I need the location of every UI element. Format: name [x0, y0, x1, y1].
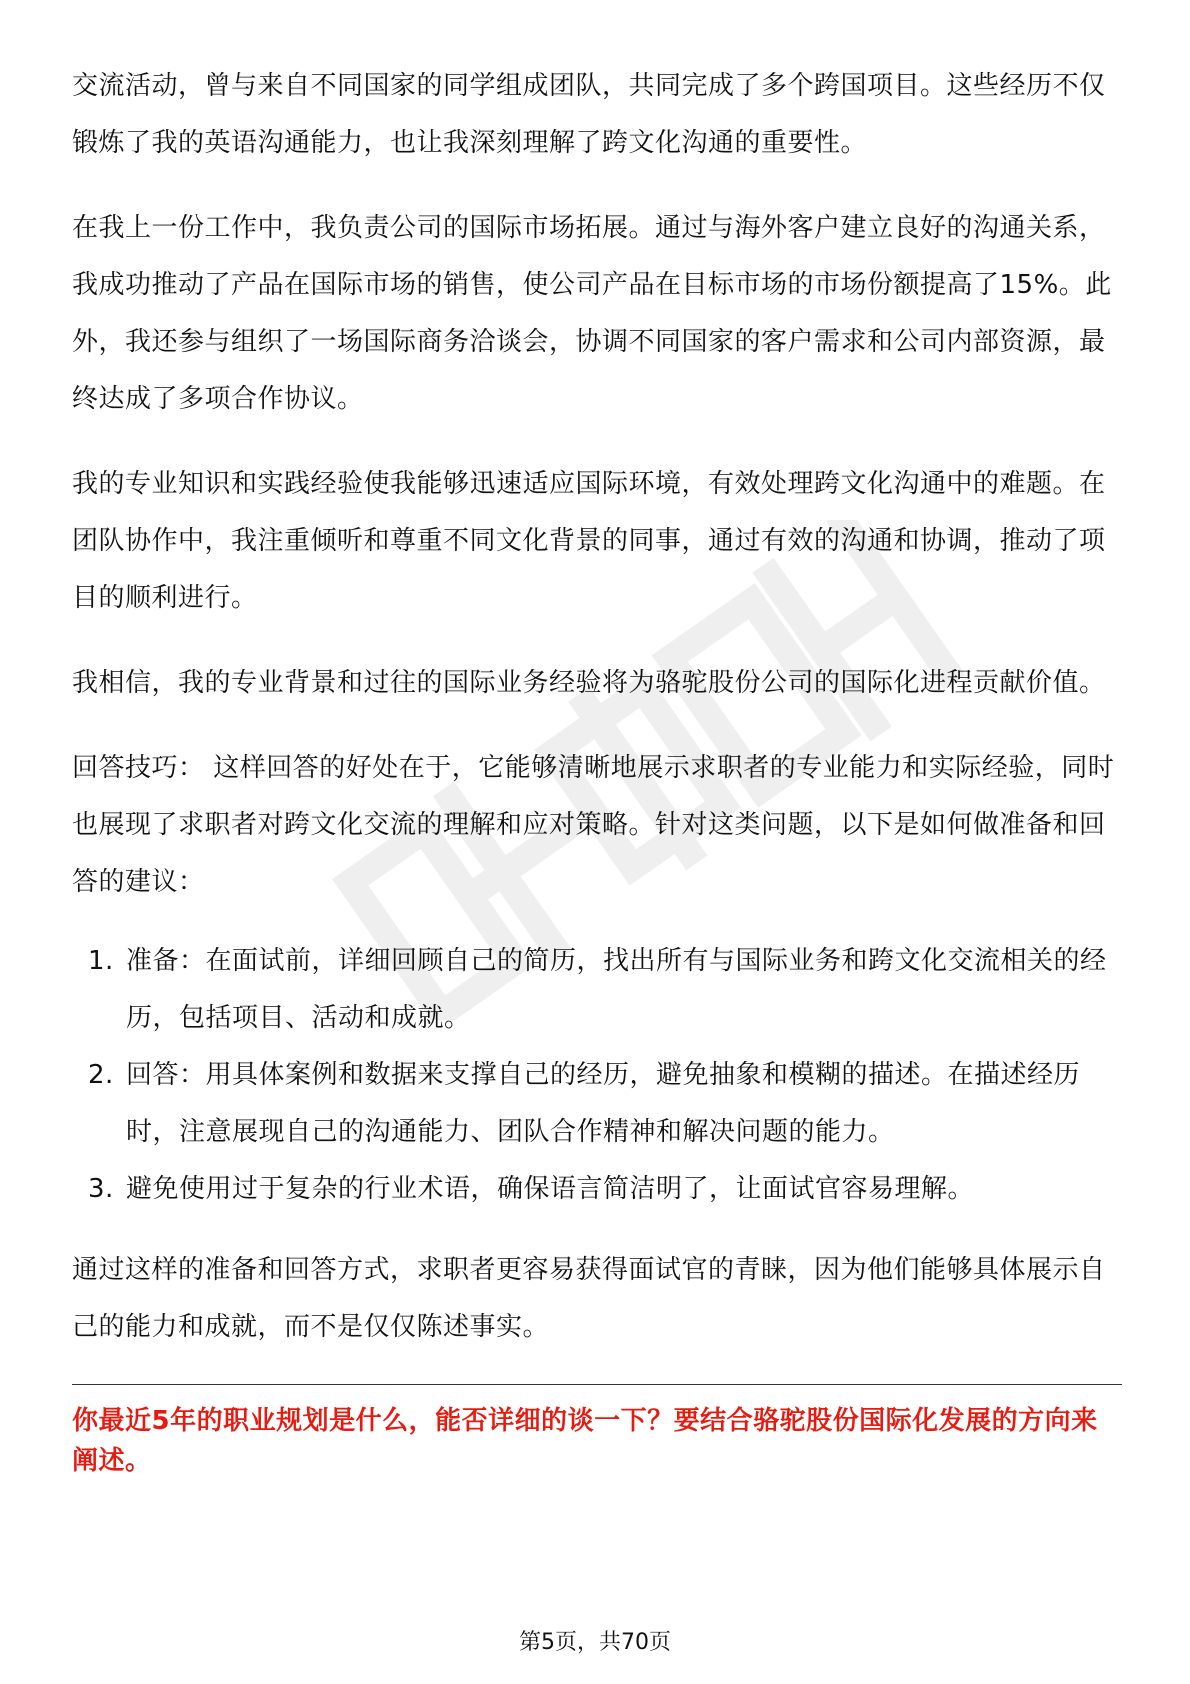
- list-text: 回答：用具体案例和数据来支撑自己的经历，避免抽象和模糊的描述。在描述经历时，注意展现自己的沟通能力、团队合作精神和解决问题的能力。: [126, 1060, 1081, 1147]
- paragraph-answer-tips: 回答技巧： 这样回答的好处在于，它能够清晰地展示求职者的专业能力和实际经验，同时也展现了求职者对跨文化交流的理解和应对策略。针对这类问题，以下是如何做准备和回答的建议：: [72, 753, 1115, 897]
- document-body: [72, 58, 1122, 1481]
- paragraph-intro-continuation: 交流活动，曾与来自不同国家的同学组成团队，共同完成了多个跨国项目。这些经历不仅锻炼了我的英语沟通能力，也让我深刻理解了跨文化沟通的重要性。: [72, 71, 1106, 158]
- paragraph-belief: 我相信，我的专业背景和过往的国际业务经验将为骆驼股份公司的国际化进程贡献价值。: [72, 668, 1106, 698]
- list-item: [72, 933, 1122, 1047]
- list-number: 3.: [88, 1174, 114, 1204]
- paragraph-skills: 我的专业知识和实践经验使我能够迅速适应国际环境，有效处理跨文化沟通中的难题。在团队协作中，我注重倾听和尊重不同文化背景的同事，通过有效的沟通和协调，推动了项目的顺利进行。: [72, 469, 1106, 613]
- page-footer: 第5页，共70页: [519, 1630, 671, 1655]
- list-text: 准备：在面试前，详细回顾自己的简历，找出所有与国际业务和跨文化交流相关的经历，包括项目、活动和成就。: [126, 946, 1107, 1033]
- list-item: [72, 1047, 1122, 1161]
- list-number: 1.: [88, 946, 114, 976]
- list-number: 2.: [88, 1060, 114, 1090]
- tips-list: [72, 933, 1122, 1218]
- list-text: 避免使用过于复杂的行业术语，确保语言简洁明了，让面试官容易理解。: [126, 1174, 975, 1204]
- divider: [72, 1384, 1122, 1385]
- list-item: [72, 1161, 1122, 1218]
- next-question-heading: 你最近5年的职业规划是什么，能否详细的谈一下？要结合骆驼股份国际化发展的方向来阐述。: [72, 1406, 1098, 1476]
- paragraph-conclusion: 通过这样的准备和回答方式，求职者更容易获得面试官的青睐，因为他们能够具体展示自己的能力和成就，而不是仅仅陈述事实。: [72, 1255, 1106, 1342]
- paragraph-previous-job: 在我上一份工作中，我负责公司的国际市场拓展。通过与海外客户建立良好的沟通关系，我成功推动了产品在国际市场的销售，使公司产品在目标市场的市场份额提高了15%。此外，我还参与组织了一场国际商务洽谈会，协调不同国家的客户需求和公司内部资源，最终达成了多项合作协议。: [72, 213, 1112, 414]
